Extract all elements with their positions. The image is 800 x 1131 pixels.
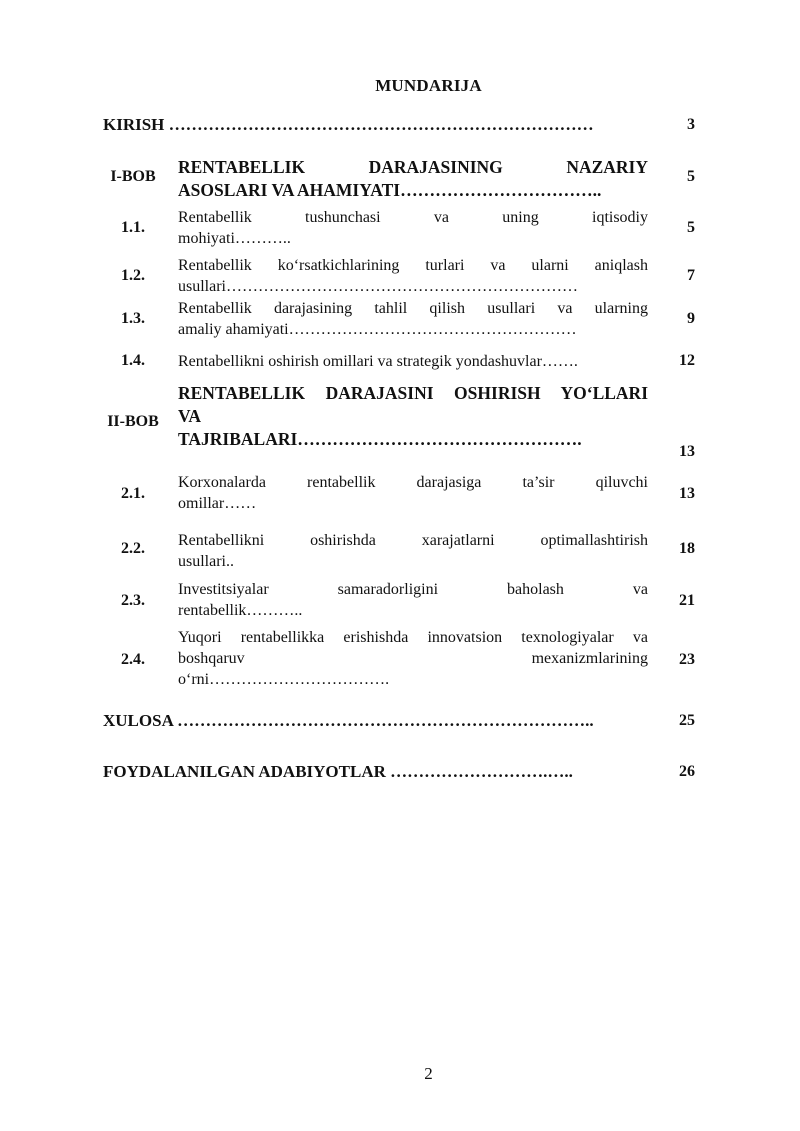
section-2-4-page: 23: [679, 651, 695, 668]
chapter-1-line-1: RENTABELLIK DARAJASINING NAZARIY: [178, 157, 648, 177]
page-number: 2: [424, 1064, 433, 1083]
section-2-2-line-2: usullari..: [178, 553, 234, 570]
section-2-2-line-1: Rentabellikni oshirishda xarajatlarni optimallashtirish: [178, 532, 648, 549]
section-2-4-line-3: o‘rni…………………………….: [178, 671, 390, 688]
section-2-3-line-2: rentabellik………..: [178, 602, 303, 619]
section-2-4-code: 2.4.: [121, 651, 145, 668]
section-1-1-line-1: Rentabellik tushunchasi va uning iqtisodiy: [178, 209, 648, 226]
section-1-3-line-2: amaliy ahamiyati………………………………………………: [178, 321, 577, 338]
section-2-1-title: [178, 472, 648, 514]
section-1-4-title: [178, 351, 648, 372]
section-1-2-line-1: Rentabellik ko‘rsatkichlarining turlari va ularni aniqlash: [178, 257, 648, 274]
chapter-1-page: 5: [687, 168, 695, 185]
toc-kirish: KIRISH …………………………………………………………………: [103, 115, 594, 134]
page-title: MUNDARIJA: [375, 76, 482, 95]
section-1-4-page: 12: [679, 352, 695, 369]
section-1-1-code: 1.1.: [121, 219, 145, 236]
section-2-1-page: 13: [679, 485, 695, 502]
section-1-2-title: [178, 255, 648, 297]
chapter-2-title: [178, 382, 648, 451]
chapter-2-line-3: TAJRIBALARI………………………………………….: [178, 429, 582, 449]
section-2-4-line-1: Yuqori rentabellikka erishishda innovatsion texnologiyalar va: [178, 629, 648, 646]
section-2-1-code: 2.1.: [121, 485, 145, 502]
section-2-1-line-1: Korxonalarda rentabellik darajasiga ta’sir qiluvchi: [178, 474, 648, 491]
section-1-2-line-2: usullari…………………………………………………………: [178, 278, 578, 295]
toc-references-page: 26: [679, 763, 695, 780]
section-2-2-title: [178, 530, 648, 572]
section-1-1-page: 5: [687, 219, 695, 236]
toc-kirish-page: 3: [687, 116, 695, 133]
section-1-1-title: [178, 207, 648, 249]
toc-xulosa: XULOSA ………………………………………………………………..: [103, 711, 594, 730]
chapter-1-code: I-BOB: [110, 168, 156, 185]
section-2-3-page: 21: [679, 592, 695, 609]
section-2-2-code: 2.2.: [121, 540, 145, 557]
section-1-4-code: 1.4.: [121, 352, 145, 369]
section-1-2-code: 1.2.: [121, 267, 145, 284]
chapter-2-code: II-BOB: [107, 413, 159, 430]
section-2-3-title: [178, 579, 648, 621]
section-1-2-page: 7: [687, 267, 695, 284]
chapter-1-title: [178, 156, 648, 202]
chapter-2-line-1: RENTABELLIK DARAJASINI OSHIRISH YO‘LLARI: [178, 383, 648, 403]
section-2-3-line-1: Investitsiyalar samaradorligini baholash va: [178, 581, 648, 598]
toc-references: FOYDALANILGAN ADABIYOTLAR ……………………….…..: [103, 762, 573, 781]
chapter-1-line-2: ASOSLARI VA AHAMIYATI……………………………..: [178, 180, 602, 200]
toc-xulosa-page: 25: [679, 712, 695, 729]
chapter-2-page: 13: [679, 443, 695, 460]
section-1-3-code: 1.3.: [121, 310, 145, 327]
section-2-1-line-2: omillar……: [178, 495, 257, 512]
section-1-3-page: 9: [687, 310, 695, 327]
section-1-3-line-1: Rentabellik darajasining tahlil qilish usullari va ularning: [178, 300, 648, 317]
section-2-4-line-2: boshqaruv mexanizmlarining: [178, 650, 648, 667]
section-2-4-title: [178, 627, 648, 690]
section-2-3-code: 2.3.: [121, 592, 145, 609]
section-1-3-title: [178, 298, 648, 340]
chapter-2-line-2: VA: [178, 406, 202, 426]
section-1-4-line-1: Rentabellikni oshirish omillari va strategik yondashuvlar…….: [178, 353, 578, 370]
section-1-1-line-2: mohiyati………..: [178, 230, 291, 247]
section-2-2-page: 18: [679, 540, 695, 557]
